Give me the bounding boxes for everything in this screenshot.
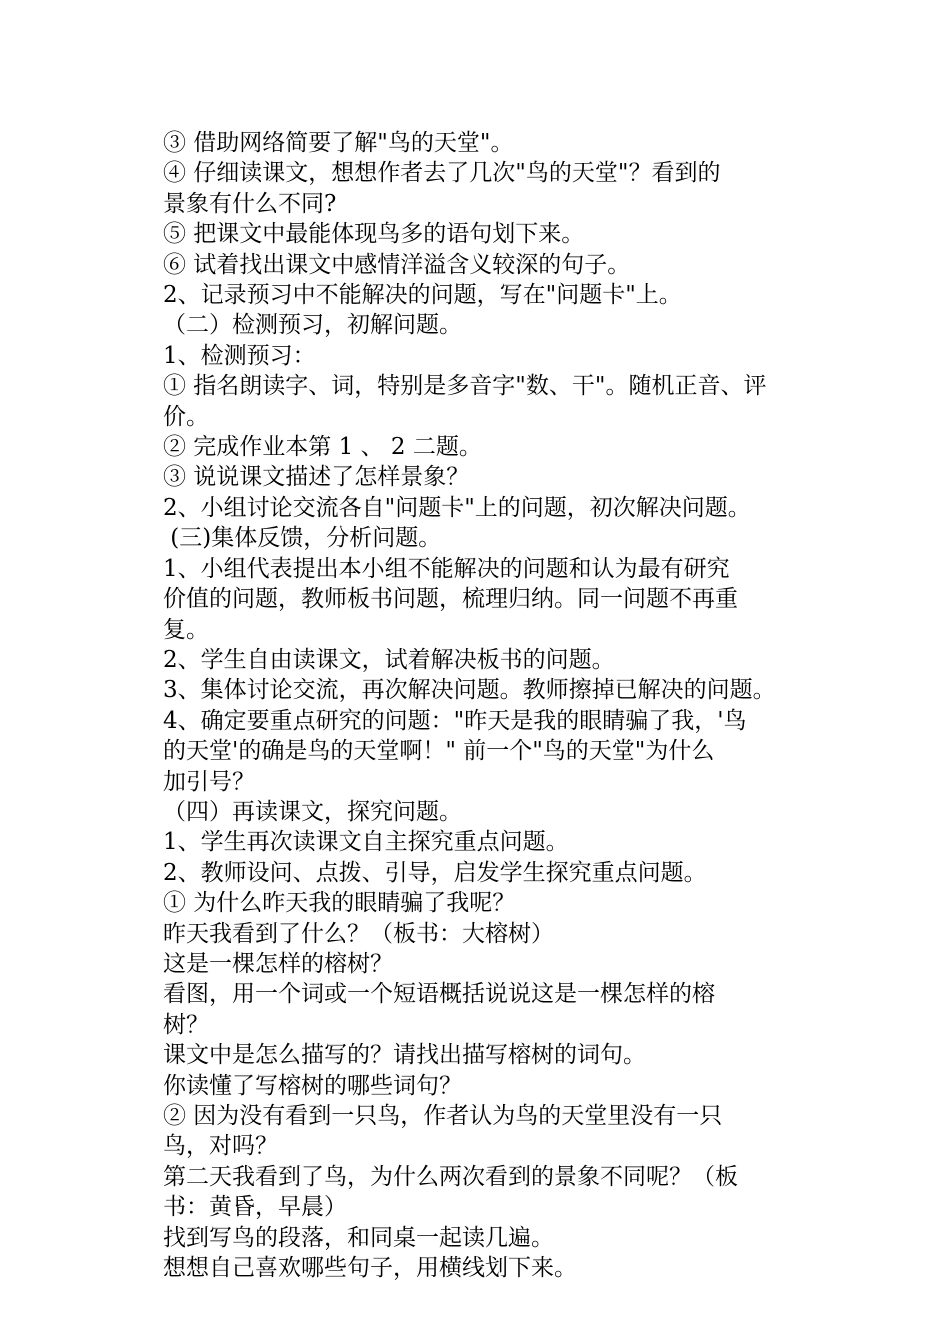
text-line: 书：黄昏，早晨） [163,1194,347,1221]
section-heading: (三)集体反馈，分析问题。 [163,525,442,552]
text-line: 加引号？ [163,768,255,795]
text-line: ⑤ 把课文中最能体现鸟多的语句划下来。 [163,221,585,248]
text-line: 复。 [163,616,209,643]
text-line: 2、教师设问、点拨、引导，启发学生探究重点问题。 [163,859,707,886]
text-line: 景象有什么不同? [163,190,337,217]
text-line: 1、学生再次读课文自主探究重点问题。 [163,829,569,856]
text-line: 这是一棵怎样的榕树？ [163,950,393,977]
text-line: 价值的问题，教师板书问题，梳理归纳。同一问题不再重 [163,586,738,613]
text-line: 的天堂'的确是鸟的天堂啊！" 前一个"鸟的天堂"为什么 [163,738,715,765]
text-line: 第二天我看到了鸟，为什么两次看到的景象不同呢？（板 [163,1163,738,1190]
section-heading: （二）检测预习，初解问题。 [163,312,462,339]
text-line: ④ 仔细读课文，想想作者去了几次"鸟的天堂"？看到的 [163,160,721,187]
text-line: ② 因为没有看到一只鸟，作者认为鸟的天堂里没有一只 [163,1103,723,1129]
text-line: 价。 [163,403,209,430]
text-line: 1、小组代表提出本小组不能解决的问题和认为最有研究 [163,555,730,582]
text-line: 2、学生自由读课文，试着解决板书的问题。 [163,646,615,673]
text-line: ③ 借助网络简要了解"鸟的天堂"。 [163,130,514,156]
text-line: 看图，用一个词或一个短语概括说说这是一棵怎样的榕 [163,981,715,1008]
text-line: 2、记录预习中不能解决的问题，写在"问题卡"上。 [163,282,682,309]
text-line: ① 指名朗读字、词，特别是多音字"数、干"。随机正音、评 [163,373,767,400]
text-line: 课文中是怎么描写的？请找出描写榕树的词句。 [163,1042,646,1069]
text-line: 你读懂了写榕树的哪些词句？ [163,1072,462,1099]
text-line: ③ 说说课文描述了怎样景象？ [163,464,470,491]
text-line: ⑥ 试着找出课文中感情洋溢含义较深的句子。 [163,251,631,278]
section-heading: （四）再读课文，探究问题。 [163,798,462,825]
text-line: 找到写鸟的段落，和同桌一起读几遍。 [163,1224,554,1251]
text-line: 1、检测预习： [163,342,316,369]
text-line: 4、确定要重点研究的问题："昨天是我的眼睛骗了我，'鸟 [163,707,747,734]
text-line: 鸟，对吗？ [163,1133,278,1160]
text-line: 3、集体讨论交流，再次解决问题。教师擦掉已解决的问题。 [163,677,776,704]
text-line: 树？ [163,1011,209,1038]
text-line: ① 为什么昨天我的眼睛骗了我呢？ [163,890,516,917]
text-line: 2、小组讨论交流各自"问题卡"上的问题，初次解决问题。 [163,494,751,521]
text-line: ② 完成作业本第 1 、 2 二题。 [163,434,482,461]
document-body [163,128,803,1283]
text-line: 昨天我看到了什么？（板书：大榕树） [163,920,554,947]
text-line: 想想自己喜欢哪些句子，用横线划下来。 [163,1255,577,1282]
